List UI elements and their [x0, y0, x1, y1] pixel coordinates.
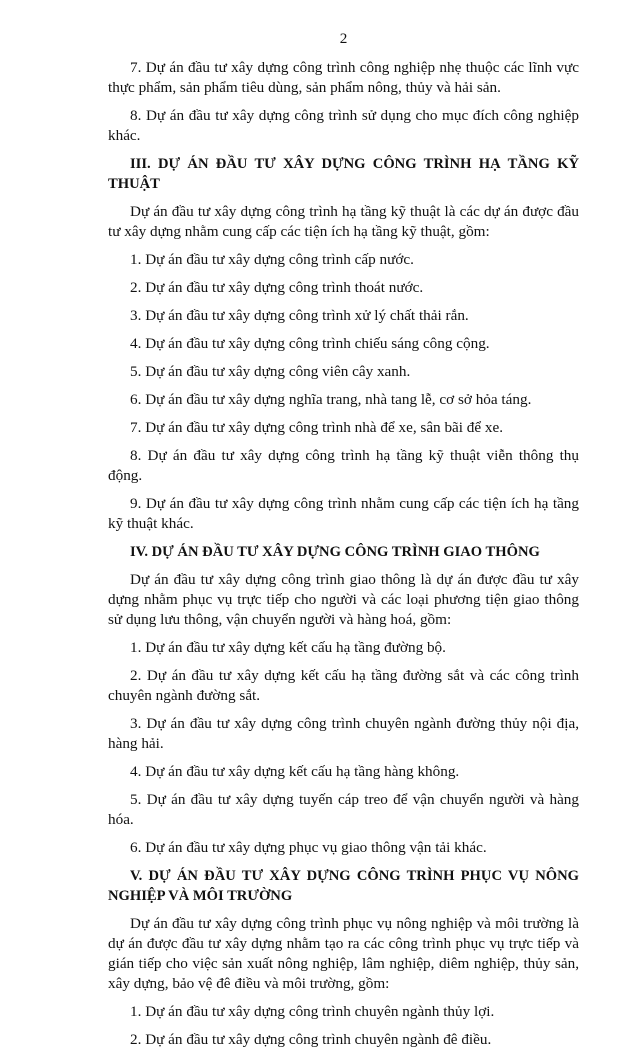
paragraph: 6. Dự án đầu tư xây dựng nghĩa trang, nhà tang lễ, cơ sở hỏa táng. [130, 391, 532, 408]
paragraph: 3. Dự án đầu tư xây dựng công trình xử lý chất thải rắn. [130, 307, 469, 324]
paragraph: 4. Dự án đầu tư xây dựng kết cấu hạ tầng hàng không. [130, 763, 460, 780]
paragraph: 5. Dự án đầu tư xây dựng tuyến cáp treo để vận chuyển người và hàng hóa. [108, 791, 579, 828]
paragraph: 9. Dự án đầu tư xây dựng công trình nhằm cung cấp các tiện ích hạ tầng kỹ thuật khác. [108, 495, 579, 532]
paragraph: 1. Dự án đầu tư xây dựng công trình cấp nước. [130, 251, 414, 268]
paragraph: 8. Dự án đầu tư xây dựng công trình hạ tầng kỹ thuật viễn thông thụ động. [108, 447, 579, 484]
paragraph: 4. Dự án đầu tư xây dựng công trình chiếu sáng công cộng. [130, 335, 490, 352]
section-heading: V. DỰ ÁN ĐẦU TƯ XÂY DỰNG CÔNG TRÌNH PHỤC VỤ NÔNG NGHIỆP VÀ MÔI TRƯỜNG [108, 868, 579, 904]
paragraph: 2. Dự án đầu tư xây dựng kết cấu hạ tầng đường sắt và các công trình chuyên ngành đường sắt. [108, 667, 579, 704]
paragraph: 7. Dự án đầu tư xây dựng công trình công nghiệp nhẹ thuộc các lĩnh vực thực phẩm, sản phẩm tiêu dùng, sản phẩm nông, thủy và hải sản. [108, 59, 579, 96]
paragraph: Dự án đầu tư xây dựng công trình giao thông là dự án được đầu tư xây dựng nhằm phục vụ trực tiếp cho người và các loại phương tiện giao thông sử dụng lưu thông, vận chuyển người và hàng hoá, gồm: [108, 571, 579, 628]
paragraph: 5. Dự án đầu tư xây dựng công viên cây xanh. [130, 363, 411, 380]
page-number: 2 [339, 30, 348, 47]
document-body [108, 58, 579, 1050]
section-heading: IV. DỰ ÁN ĐẦU TƯ XÂY DỰNG CÔNG TRÌNH GIAO THÔNG [130, 544, 540, 560]
paragraph: Dự án đầu tư xây dựng công trình hạ tầng kỹ thuật là các dự án được đầu tư xây dựng nhằm cung cấp các tiện ích hạ tầng kỹ thuật, gồm: [108, 203, 579, 240]
paragraph: 7. Dự án đầu tư xây dựng công trình nhà để xe, sân bãi để xe. [130, 419, 504, 436]
paragraph: 8. Dự án đầu tư xây dựng công trình sử dụng cho mục đích công nghiệp khác. [108, 107, 579, 144]
paragraph: 2. Dự án đầu tư xây dựng công trình chuyên ngành đê điều. [130, 1031, 492, 1048]
paragraph: 6. Dự án đầu tư xây dựng phục vụ giao thông vận tải khác. [130, 839, 487, 856]
paragraph: 1. Dự án đầu tư xây dựng công trình chuyên ngành thủy lợi. [130, 1003, 495, 1020]
paragraph: 2. Dự án đầu tư xây dựng công trình thoát nước. [130, 279, 424, 296]
paragraph: 3. Dự án đầu tư xây dựng công trình chuyên ngành đường thủy nội địa, hàng hải. [108, 715, 579, 752]
section-heading: III. DỰ ÁN ĐẦU TƯ XÂY DỰNG CÔNG TRÌNH HẠ TẦNG KỸ THUẬT [108, 156, 579, 192]
paragraph: Dự án đầu tư xây dựng công trình phục vụ nông nghiệp và môi trường là dự án được đầu tư xây dựng nhằm tạo ra các công trình phục vụ trực tiếp và gián tiếp cho việc sản xuất nông nghiệp, lâm nghiệp, diêm nghiệp, thủy sản, xây dựng, bảo vệ đê điều và môi trường, gồm: [108, 915, 579, 992]
paragraph: 1. Dự án đầu tư xây dựng kết cấu hạ tầng đường bộ. [130, 639, 446, 656]
